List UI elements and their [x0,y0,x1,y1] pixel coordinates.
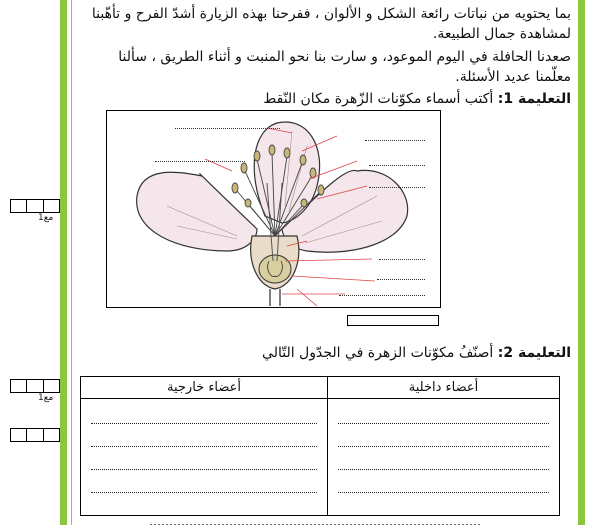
instruction-1-label: التعليمة 1: [497,91,571,107]
paragraph-line-2: لمشاهدة جمال الطبيعة. [432,26,571,42]
label-dots-ovule[interactable] [377,277,425,280]
header-external-organs: أعضاء خارجية [81,377,328,399]
flower-figure [106,110,441,308]
cell-external-organs[interactable] [81,399,328,516]
label-dots-sepal[interactable] [339,293,425,296]
left-margin-line [71,0,72,525]
instruction-2-text: أصنّفُ مكوّنات الزهرة في الجدّول التّالي [262,345,494,361]
cell-internal-organs[interactable] [328,399,560,516]
label-dots-filament[interactable] [369,163,425,166]
answer-box[interactable] [347,315,439,326]
instruction-1 [263,90,571,109]
instruction-1-text: أكتب أسماء مكوّنات الزّهرة مكان النّقط [263,91,494,107]
paragraph-line-3: صعدنا الحافلة في اليوم الموعود، و سارت بنا نحو المنبت و أثناء الطريق ، سألنا [118,49,571,65]
label-dots-anther[interactable] [155,159,245,162]
label-dots-petal[interactable] [175,126,280,129]
label-dots-stigma[interactable] [365,138,425,141]
score-box-2 [10,379,60,393]
classification-table [80,376,560,516]
cut-off-text-line [150,517,480,525]
paragraph-line-4: معلّمنا عديد الأسئلة. [455,69,571,85]
score-mark-2: مع1 [38,393,54,403]
instruction-2 [262,344,571,363]
left-margin-bar [60,0,67,525]
header-internal-organs: أعضاء داخلية [328,377,560,399]
paragraph-line-1: بما يحتويه من نباتات رائعة الشكل و الألوان ، ففرحنا بهذه الزيارة أشدّ الفرح و تأهّبنا [91,6,571,22]
right-margin-bar [578,0,585,525]
label-dots-ovary[interactable] [379,257,425,260]
score-mark-1: مع1 [38,213,54,223]
label-dots-style[interactable] [369,185,425,188]
instruction-2-label: التعليمة 2: [497,345,571,361]
score-box-1 [10,199,60,213]
score-box-3 [10,428,60,442]
